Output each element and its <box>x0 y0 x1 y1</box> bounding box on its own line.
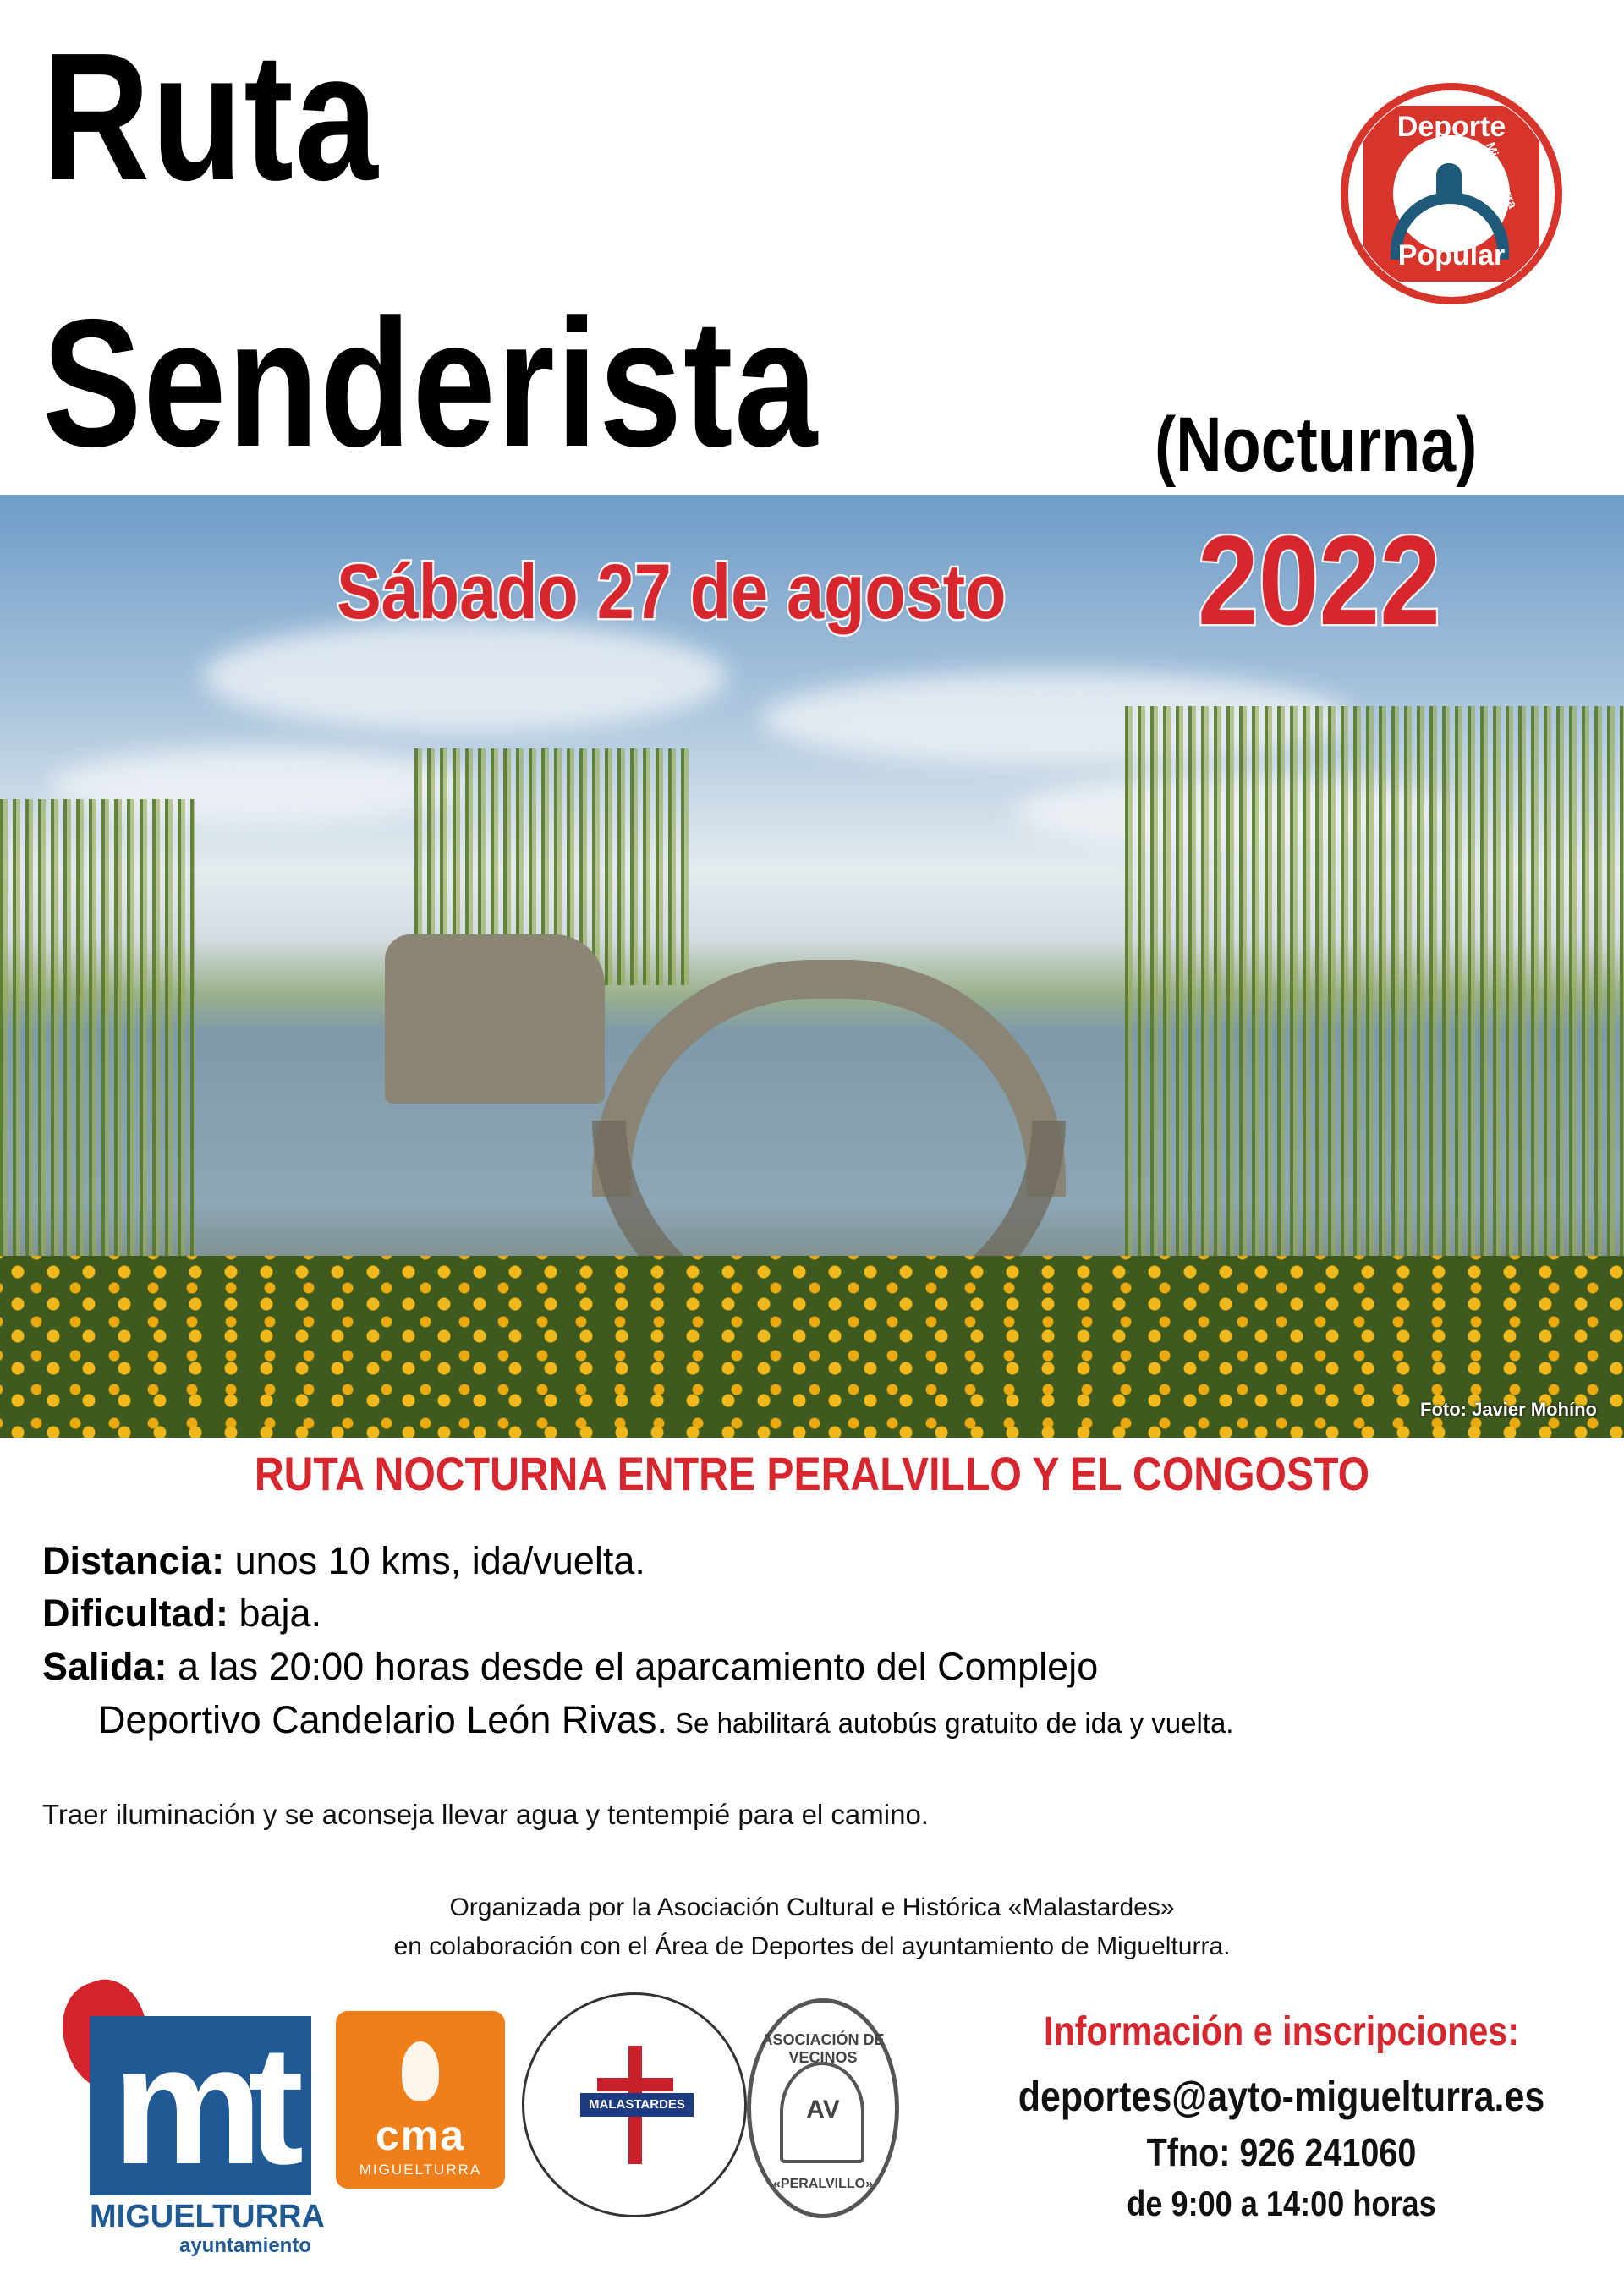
landscape-photo <box>0 495 1624 1438</box>
route-title: RUTA NOCTURNA ENTRE PERALVILLO Y EL CONGOSTO <box>254 1447 1370 1500</box>
logo-ayuntamiento: ayuntamiento <box>178 2234 311 2257</box>
year-text: 2022 <box>1198 509 1440 651</box>
logo-cma: cma <box>375 2112 466 2159</box>
reeds-right <box>1125 706 1624 1315</box>
date-text: Sábado 27 de agosto <box>337 549 1007 635</box>
logo-vecinos-top: ASOCIACIÓN DE VECINOS <box>761 2031 885 2066</box>
difficulty-label: Dificultad: <box>42 1592 228 1635</box>
detail-distance <box>42 1539 645 1583</box>
logo-av-mark: AV <box>806 2096 840 2123</box>
start-label: Salida: <box>42 1645 167 1688</box>
info-heading: Información e inscripciones: <box>1043 2009 1519 2054</box>
logo-malastardes-name: MALASTARDES <box>580 2093 694 2117</box>
logo-text-miguelturra: Miguelturra <box>1483 140 1521 211</box>
start-value: a las 20:00 horas desde el aparcamiento del Complejo <box>167 1645 1099 1688</box>
detail-difficulty <box>42 1592 321 1636</box>
logo-mt: mt <box>90 2016 311 2195</box>
logo-text-deporte: Deporte <box>1396 111 1506 143</box>
title-line-ruta: Ruta <box>42 14 380 218</box>
detail-start <box>42 1645 1098 1689</box>
title-line-senderista: Senderista <box>42 281 819 485</box>
logo-vecinos-bottom: «PERALVILLO» <box>773 2177 873 2191</box>
cloud <box>203 622 727 732</box>
bus-note: Se habilitará autobús gratuito de ida y vuelta. <box>667 1707 1234 1739</box>
vecinos-peralvillo-logo <box>747 1998 899 2218</box>
detail-start-continued <box>98 1698 1233 1742</box>
logo-cma-name: MIGUELTURRA <box>359 2162 482 2178</box>
cma-logo <box>336 2011 505 2189</box>
difficulty-value: baja. <box>228 1592 322 1635</box>
stone-pier <box>385 934 605 1104</box>
title-nocturna: (Nocturna) <box>1155 402 1478 488</box>
reeds-left <box>0 799 195 1273</box>
photo-credit: Foto: Javier Mohíno <box>1420 1399 1597 1420</box>
info-phone: Tfno: 926 241060 <box>1146 2130 1417 2174</box>
info-email: deportes@ayto-miguelturra.es <box>1018 2073 1545 2120</box>
distance-value: unos 10 kms, ida/vuelta. <box>224 1539 645 1582</box>
organizer-line-2: en colaboración con el Área de Deportes del ayuntamiento de Miguelturra. <box>393 1932 1231 1960</box>
distance-label: Distancia: <box>42 1539 225 1582</box>
malastardes-logo <box>522 1992 747 2217</box>
deporte-popular-logo <box>1341 83 1562 304</box>
logo-text-popular: Popular <box>1397 239 1506 271</box>
flame-icon <box>402 2041 439 2101</box>
event-date <box>337 509 1440 651</box>
equipment-note: Traer iluminación y se aconseja llevar agua y tentempié para el camino. <box>42 1799 929 1830</box>
miguelturra-logo <box>59 1977 325 2265</box>
organizer-line-1: Organizada por la Asociación Cultural e Histórica «Malastardes» <box>449 1893 1175 1921</box>
yellow-flowers <box>0 1256 1624 1438</box>
start-value-2: Deportivo Candelario León Rivas. <box>98 1698 667 1741</box>
logo-miguelturra-name: MIGUELTURRA <box>90 2199 325 2234</box>
contact-info <box>973 2008 1590 2224</box>
info-hours: de 9:00 a 14:00 horas <box>1127 2184 1436 2223</box>
organizer-text <box>0 1888 1624 1966</box>
